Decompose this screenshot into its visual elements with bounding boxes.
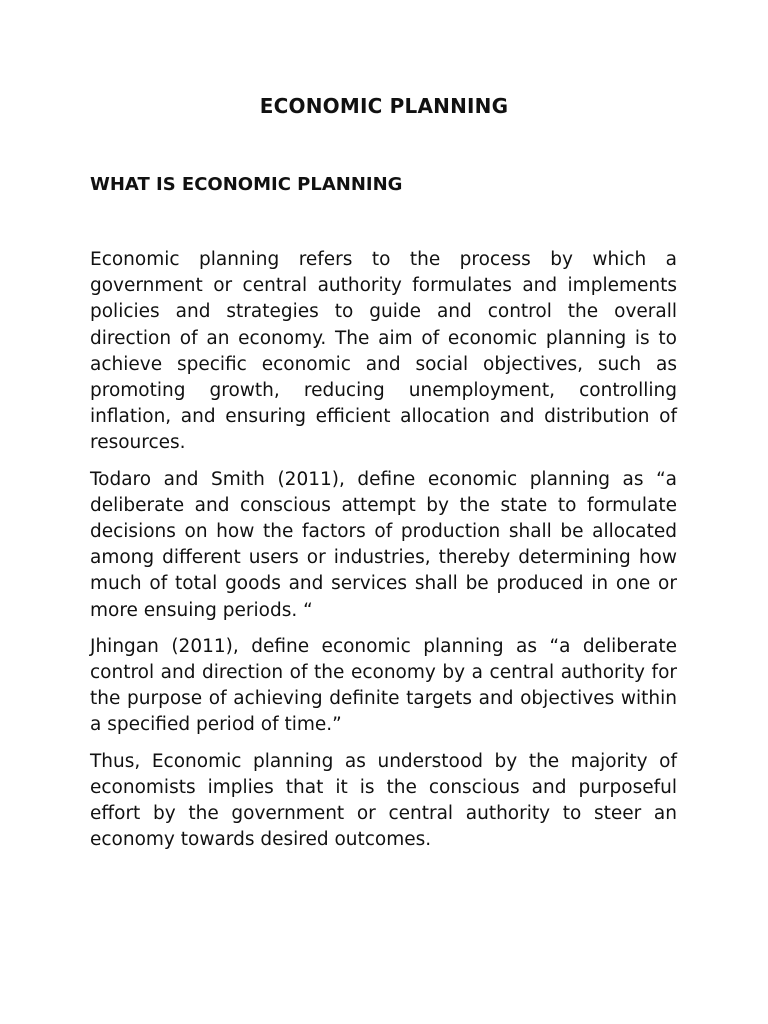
paragraph-jhingan: Jhingan (2011), define economic planning as “a deliberate control and direction of the economy by a central authority for the purpose of achieving definite targets and objectives within a specified period of time.” — [90, 635, 677, 736]
paragraph-todaro-smith: Todaro and Smith (2011), define economic planning as “a deliberate and conscious attempt by the state to formulate decisions on how the factors of production shall be allocated among different users or industries, thereby determining how much of total goods and services shall be produced in one or more ensuing periods. “ — [90, 468, 677, 621]
paragraph-definition: Economic planning refers to the process by which a government or central authority formulates and implements policies and strategies to guide and control the overall direction of an economy. The aim of economic planning is to achieve specific economic and social objectives, such as promoting growth, reducing unemployment, controlling inflation, and ensuring efficient allocation and distribution of resources. — [90, 249, 677, 454]
section-heading: WHAT IS ECONOMIC PLANNING — [90, 174, 403, 195]
body-text — [90, 247, 677, 863]
paragraph-conclusion: Thus, Economic planning as understood by the majority of economists implies that it is the conscious and purposeful effort by the government or central authority to steer an economy towards desired outcomes. — [90, 750, 677, 851]
document-title: ECONOMIC PLANNING — [259, 94, 509, 118]
